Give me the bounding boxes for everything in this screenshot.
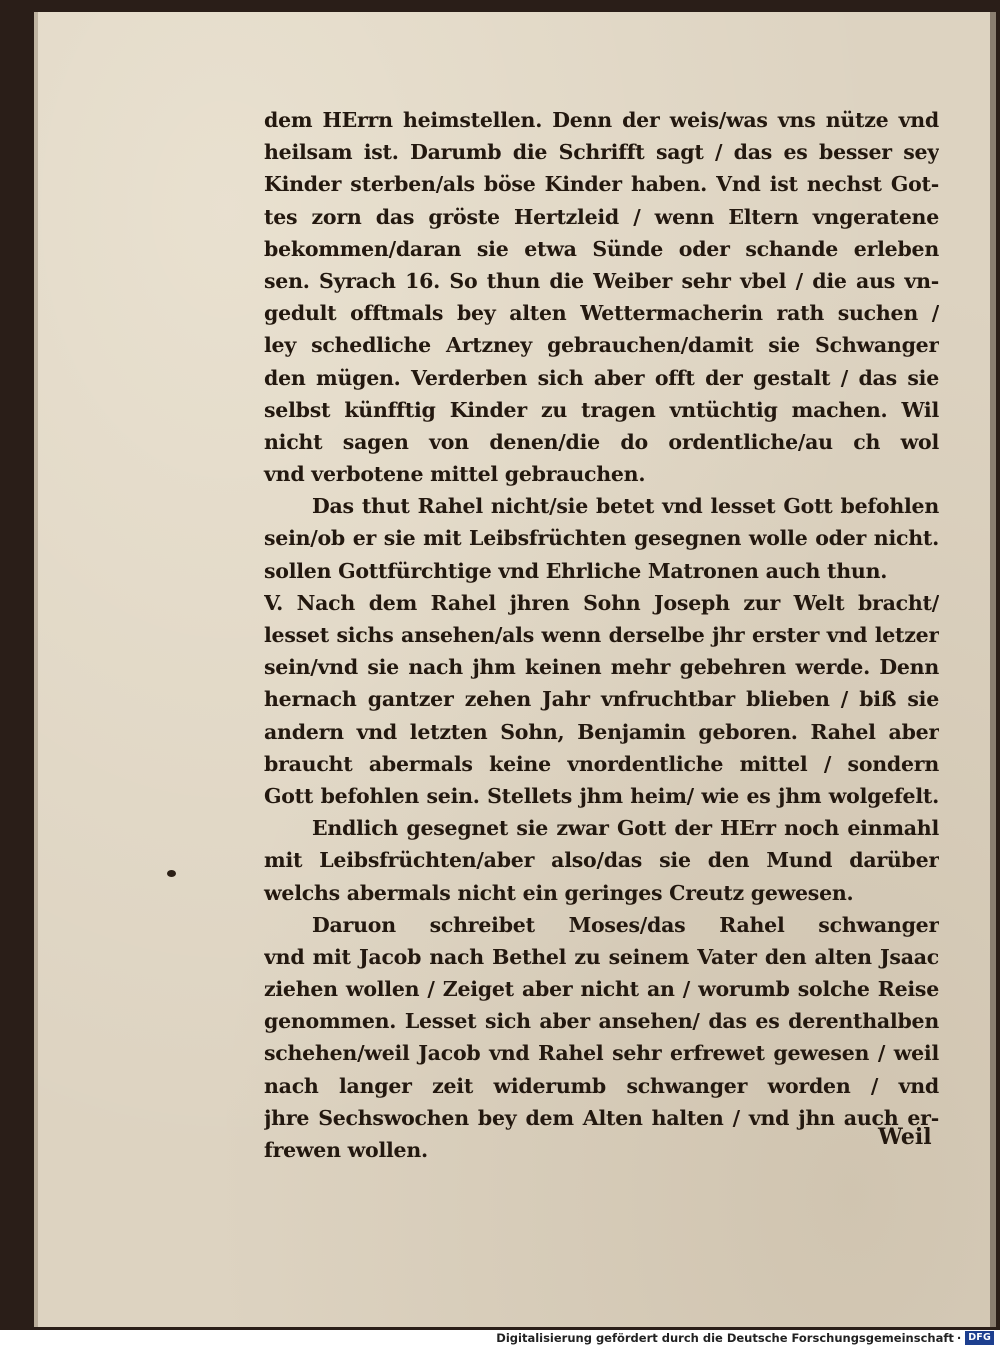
text-line: heilsam ist. Darumb die Schrifft sagt / das es besser sey bbox=[264, 140, 939, 165]
text-line: tes zorn das gröste Hertzleid / wenn Eltern vngeratene bbox=[264, 204, 939, 229]
text-line: Endlich gesegnet sie zwar Gott der HErr noch einmahl bbox=[312, 816, 939, 841]
text-line: sein/ob er sie mit Leibsfrüchten gesegnen wolle oder nicht. bbox=[264, 526, 939, 551]
dfg-logo: DFG bbox=[965, 1331, 994, 1345]
page-gutter-shadow bbox=[34, 12, 38, 1327]
text-line: vnd verbotene mittel gebrauchen. bbox=[264, 462, 646, 487]
credit-text: Digitalisierung gefördert durch die Deutsche Forschungsgemeinschaft bbox=[496, 1331, 954, 1345]
ink-spot bbox=[167, 870, 176, 877]
text-line: dem HErrn heimstellen. Denn der weis/was vns nütze vnd bbox=[264, 108, 939, 132]
text-line: jhre Sechswochen bey dem Alten halten / vnd jhn auch er- bbox=[264, 1105, 939, 1130]
text-line: Daruon schreibet Moses/das Rahel schwanger bbox=[312, 912, 939, 937]
text-line: hernach gantzer zehen Jahr vnfruchtbar blieben / biß sie bbox=[264, 687, 939, 712]
text-line: nicht sagen von denen/die do ordentliche/au ch wol bbox=[264, 429, 939, 454]
text-line: den mügen. Verderben sich aber offt der gestalt / das sie bbox=[264, 365, 939, 390]
text-line: andern vnd letzten Sohn, Benjamin geboren. Rahel aber bbox=[264, 719, 939, 744]
text-line: braucht abermals keine vnordentliche mittel / sondern bbox=[264, 751, 939, 776]
text-line: nach langer zeit widerumb schwanger worden / vnd bbox=[264, 1073, 939, 1098]
digitization-credit bbox=[496, 1330, 994, 1346]
text-line: ley schedliche Artzney gebrauchen/damit sie Schwanger bbox=[264, 333, 939, 358]
text-line: frewen wollen. bbox=[264, 1138, 428, 1162]
catchword: Weil bbox=[878, 1124, 932, 1150]
text-line: Kinder sterben/als böse Kinder haben. Vnd ist nechst Got- bbox=[264, 172, 939, 197]
text-line: ziehen wollen / Zeiget aber nicht an / worumb solche Reise bbox=[264, 977, 939, 1002]
page-edge bbox=[990, 12, 996, 1327]
text-line: Das thut Rahel nicht/sie betet vnd lesset Gott befohlen bbox=[312, 494, 939, 519]
text-line: lesset sichs ansehen/als wenn derselbe jhr erster vnd letzer bbox=[264, 623, 939, 647]
text-line: selbst künfftig Kinder zu tragen vntüchtig machen. Wil bbox=[264, 397, 939, 422]
text-line: sollen Gottfürchtige vnd Ehrliche Matronen auch thun. bbox=[264, 558, 888, 583]
text-line: Gott befohlen sein. Stellets jhm heim/ wie es jhm wolgefelt. bbox=[264, 783, 939, 808]
text-line: welchs abermals nicht ein geringes Creutz gewesen. bbox=[264, 880, 854, 905]
text-line: gedult offtmals bey alten Wettermacherin rath suchen / bbox=[264, 301, 939, 326]
text-line: sen. Syrach 16. So thun die Weiber sehr vbel / die aus vn- bbox=[264, 268, 939, 293]
separator: · bbox=[956, 1331, 962, 1345]
text-line: vnd mit Jacob nach Bethel zu seinem Vater den alten Jsaac bbox=[264, 944, 939, 969]
text-line: V. Nach dem Rahel jhren Sohn Joseph zur Welt bracht/ bbox=[264, 590, 939, 615]
text-line: genommen. Lesset sich aber ansehen/ das es derenthalben bbox=[264, 1009, 939, 1034]
text-line: sein/vnd sie nach jhm keinen mehr gebehren werde. Denn bbox=[264, 655, 939, 680]
page-text bbox=[264, 104, 939, 1166]
text-line: mit Leibsfrüchten/aber also/das sie den Mund darüber bbox=[264, 848, 939, 873]
text-line: schehen/weil Jacob vnd Rahel sehr erfrewet gewesen / weil bbox=[264, 1041, 939, 1066]
text-line: bekommen/daran sie etwa Sünde oder schande erleben bbox=[264, 236, 939, 261]
